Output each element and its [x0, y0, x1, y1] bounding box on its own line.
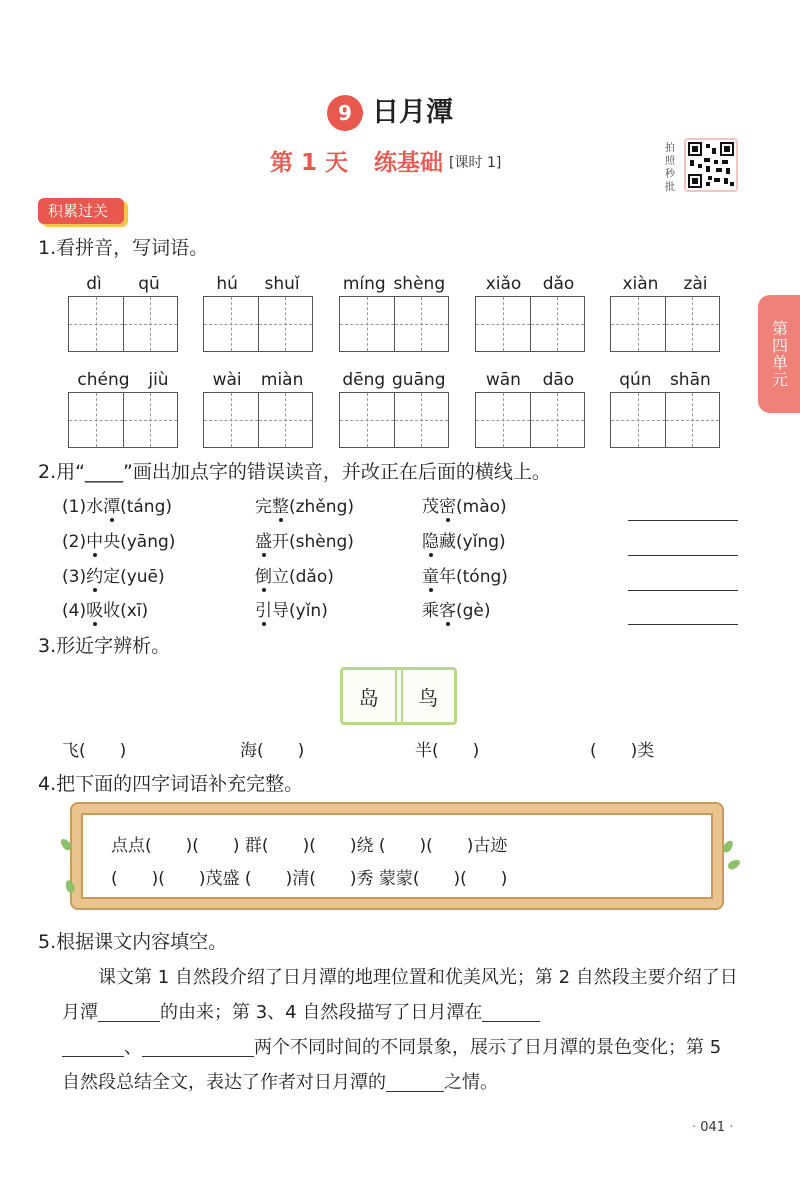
writing-grid[interactable] — [203, 392, 313, 448]
idiom-line-1[interactable]: 点点( )( ) 群( )( )绕 ( )( )古迹 — [111, 836, 508, 856]
q5-paragraph: 课文第 1 自然段介绍了日月潭的地理位置和优美风光；第 2 自然段主要介绍了日月潭 的由来；第 3、4 自然段描写了日月潭在 、 两个不同时间的不同景象，展示了日月潭的景色变化；第 5 自然段总结全文，表达了作者对日月潭的 之情。 — [62, 967, 738, 1093]
pinyin-item — [203, 272, 313, 352]
writing-grid[interactable] — [610, 392, 720, 448]
pinyin-item — [475, 368, 585, 448]
section-badge: 积累过关 — [38, 198, 124, 224]
pinyin-item — [610, 368, 720, 448]
writing-grid[interactable] — [610, 296, 720, 352]
leaf-icon — [726, 858, 741, 871]
lesson-title: 日月潭 — [372, 97, 453, 128]
pinyin: qún — [619, 370, 652, 390]
pinyin-item — [203, 368, 313, 448]
day-label: 第 1 天 — [270, 150, 349, 176]
pinyin: xiàn — [622, 274, 659, 294]
blank-line[interactable] — [482, 1002, 540, 1022]
reading-item[interactable]: (1)水潭(táng) — [62, 497, 173, 517]
pinyin-item — [68, 368, 178, 448]
char-dao: 岛 — [358, 685, 379, 710]
char-niao: 鸟 — [418, 685, 439, 710]
q2-prompt: 2.用“____”画出加点字的错误读音，并改正在后面的横线上。 — [38, 461, 551, 483]
pinyin: chéng — [77, 370, 130, 390]
pinyin: guāng — [392, 370, 446, 390]
answer-line[interactable] — [628, 555, 738, 556]
day-heading — [270, 146, 501, 180]
unit-side-tab: 第四单元 — [758, 295, 800, 413]
pinyin-item — [68, 272, 178, 352]
fill-blank[interactable]: ( )类 — [590, 741, 655, 761]
qr-code[interactable] — [684, 138, 738, 192]
answer-line[interactable] — [628, 624, 738, 625]
pinyin: dāo — [542, 370, 575, 390]
pinyin-item — [339, 272, 449, 352]
reading-item[interactable]: 引导(yǐn) — [255, 601, 328, 621]
pinyin-item — [339, 368, 449, 448]
fill-blank[interactable]: 海( ) — [240, 741, 305, 761]
pinyin: míng — [342, 274, 386, 294]
reading-item[interactable]: 乘客(gè) — [422, 601, 491, 621]
writing-grid[interactable] — [339, 392, 449, 448]
pinyin-item — [475, 272, 585, 352]
q3-prompt: 3.形近字辨析。 — [38, 635, 171, 657]
pinyin: xiǎo — [485, 274, 522, 294]
q5-prompt: 5.根据课文内容填空。 — [38, 931, 228, 953]
pinyin: wài — [212, 370, 242, 390]
pinyin: dǎo — [542, 274, 575, 294]
pinyin: miàn — [260, 370, 304, 390]
answer-line[interactable] — [628, 590, 738, 591]
q4-prompt: 4.把下面的四字词语补充完整。 — [38, 773, 304, 795]
pinyin: hú — [216, 274, 238, 294]
writing-grid[interactable] — [339, 296, 449, 352]
practice-label: 练基础 — [374, 150, 444, 176]
page-number: · 041 · — [692, 1120, 734, 1135]
pinyin: jiù — [148, 370, 169, 390]
pinyin: wān — [485, 370, 521, 390]
writing-grid[interactable] — [475, 296, 585, 352]
pinyin: shān — [669, 370, 711, 390]
period-label: [课时 1] — [449, 155, 502, 171]
qr-caption: 拍照秒批 — [665, 143, 675, 193]
reading-item[interactable]: 完整(zhěng) — [255, 497, 354, 517]
idiom-line-2[interactable]: ( )( )茂盛 ( )清( )秀 蒙蒙( )( ) — [111, 869, 508, 889]
blank-line[interactable] — [142, 1037, 254, 1057]
reading-item[interactable]: 隐藏(yǐng) — [422, 532, 506, 552]
pinyin: qū — [138, 274, 160, 294]
reading-item[interactable]: (2)中央(yāng) — [62, 532, 176, 552]
pinyin: dì — [86, 274, 102, 294]
blank-line[interactable] — [98, 1002, 160, 1022]
q1-prompt: 1.看拼音，写词语。 — [38, 237, 209, 259]
writing-grid[interactable] — [68, 392, 178, 448]
writing-grid[interactable] — [475, 392, 585, 448]
fill-blank[interactable]: 飞( ) — [62, 741, 127, 761]
pinyin: shuǐ — [264, 274, 300, 294]
reading-item[interactable]: (4)吸收(xī) — [62, 601, 149, 621]
pinyin: dēng — [342, 370, 386, 390]
reading-item[interactable]: 倒立(dǎo) — [255, 567, 334, 587]
answer-line[interactable] — [628, 520, 738, 521]
pinyin-item — [610, 272, 720, 352]
writing-grid[interactable] — [203, 296, 313, 352]
idiom-board — [72, 804, 722, 908]
reading-item[interactable]: 童年(tóng) — [422, 567, 508, 587]
fill-blank[interactable]: 半( ) — [415, 741, 480, 761]
pinyin: zài — [683, 274, 708, 294]
pinyin: shèng — [393, 274, 446, 294]
reading-item[interactable]: 盛开(shèng) — [255, 532, 354, 552]
qr-code-icon — [688, 142, 734, 188]
writing-grid[interactable] — [68, 296, 178, 352]
similar-chars-box — [340, 667, 457, 725]
lesson-number-badge: 9 — [327, 95, 363, 131]
reading-item[interactable]: 茂密(mào) — [422, 497, 507, 517]
blank-line[interactable] — [62, 1037, 124, 1057]
leaf-icon — [721, 839, 735, 854]
blank-line[interactable] — [386, 1072, 444, 1092]
reading-item[interactable]: (3)约定(yuē) — [62, 567, 165, 587]
